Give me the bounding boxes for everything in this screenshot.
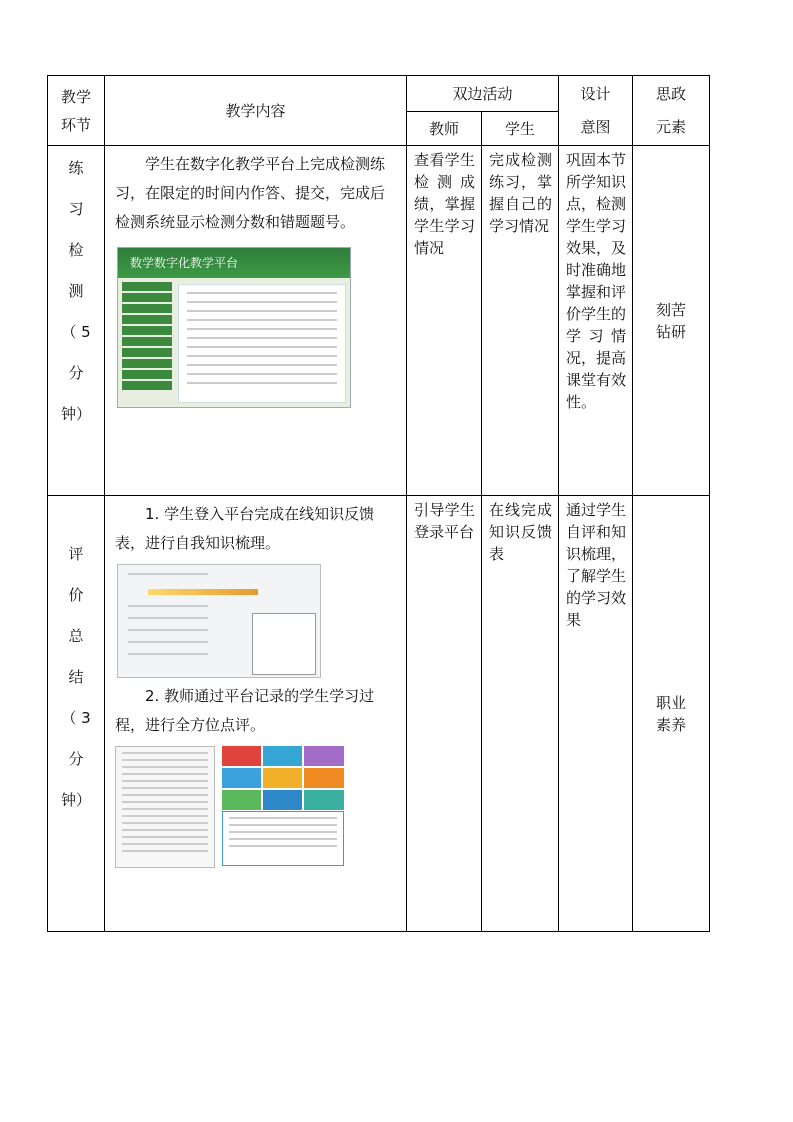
content-practice [105, 146, 407, 496]
platform-title: 数学数字化教学平台 [118, 248, 350, 278]
dashboard-tile [263, 768, 302, 788]
student-summary: 在线完成知识反馈表 [482, 496, 559, 932]
stage-summary: 评 价 总 结 （ 3 分 钟） [48, 496, 105, 932]
teacher-practice: 查看学生检测成绩，掌握学生学习情况 [407, 146, 482, 496]
header-design: 设计 意图 [559, 76, 633, 146]
content-paragraph-1: 1. 学生登入平台完成在线知识反馈表，进行自我知识梳理。 [115, 505, 375, 552]
header-stage: 教学 环节 [48, 76, 105, 146]
dashboard-tile [263, 790, 302, 810]
ideology-practice: 刻苦 钻研 [633, 146, 710, 496]
content-paragraph: 学生在数字化教学平台上完成检测练习，在限定的时间内作答、提交，完成后检测系统显示检测分数和错题题号。 [115, 155, 386, 231]
header-teacher: 教师 [407, 112, 482, 146]
teacher-summary: 引导学生登录平台 [407, 496, 482, 932]
dashboard-tile [222, 746, 261, 766]
records-screenshot [115, 746, 215, 868]
stage-practice: 练 习 检 测 （ 5 分 钟） [48, 146, 105, 496]
content-summary [105, 496, 407, 932]
dashboard-tile [304, 768, 343, 788]
design-summary: 通过学生自评和知识梳理，了解学生的学习效果 [559, 496, 633, 932]
dashboard-tile [263, 746, 302, 766]
header-ideology: 思政 元素 [633, 76, 710, 146]
student-practice: 完成检测练习，掌握自己的学习情况 [482, 146, 559, 496]
header-content: 教学内容 [105, 76, 407, 146]
dashboard-tile [304, 790, 343, 810]
dashboard-tile [304, 746, 343, 766]
content-paragraph-2: 2. 教师通过平台记录的学生学习过程，进行全方位点评。 [115, 687, 375, 734]
lesson-plan-table [47, 75, 710, 932]
design-practice: 巩固本节所学知识点，检测学生学习效果，及时准确地掌握和评价学生的学习情况，提高课堂有效性。 [559, 146, 633, 496]
dashboard-tile [222, 768, 261, 788]
platform-screenshot [117, 247, 351, 408]
survey-screenshot [117, 564, 321, 678]
header-student: 学生 [482, 112, 559, 146]
header-activity: 双边活动 [407, 76, 559, 112]
dashboard-tile [222, 790, 261, 810]
ideology-summary: 职业 素养 [633, 496, 710, 932]
dashboard-screenshot [222, 746, 344, 866]
